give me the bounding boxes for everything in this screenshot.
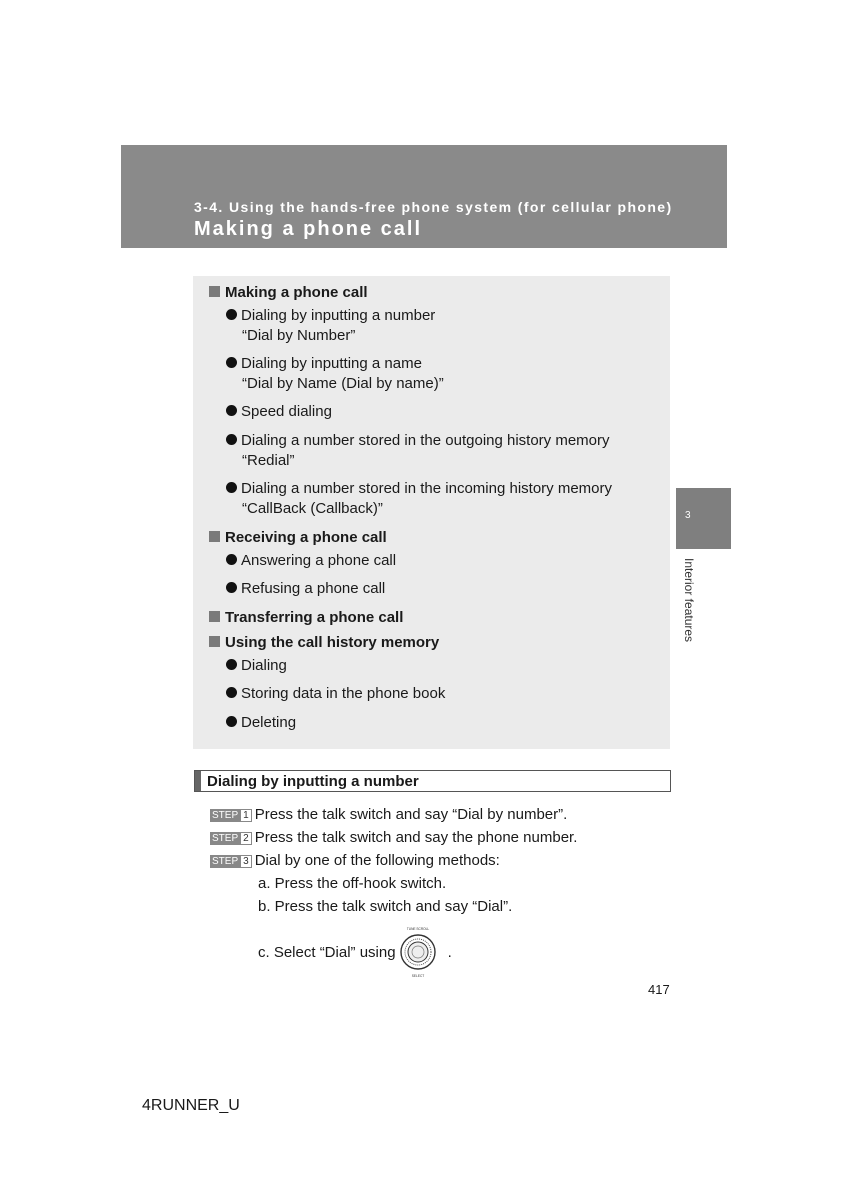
chapter-label: Interior features (682, 558, 696, 643)
svg-text:TUNE SCROLL: TUNE SCROLL (406, 927, 430, 931)
bullet-icon (226, 405, 237, 416)
chapter-number: 3 (685, 510, 691, 521)
method-b: b. Press the talk switch and say “Dial”. (258, 898, 513, 915)
list-item: Dialing a number stored in the outgoing history memory “Redial” (226, 431, 610, 471)
page-number: 417 (648, 982, 670, 997)
list-item: Dialing (226, 656, 287, 676)
footer-code: 4RUNNER_U (142, 1097, 240, 1114)
list-item: Answering a phone call (226, 551, 396, 571)
bullet-icon (226, 482, 237, 493)
bullet-icon (226, 659, 237, 670)
svg-text:SELECT: SELECT (411, 974, 425, 978)
list-item: Refusing a phone call (226, 579, 385, 599)
subsection-heading (194, 770, 671, 792)
summary-heading-transferring: Transferring a phone call (209, 608, 403, 628)
method-c: c. Select “Dial” using . (258, 944, 452, 961)
bullet-icon (226, 554, 237, 565)
bullet-icon (226, 357, 237, 368)
step-1: STEP 1 Press the talk switch and say “Dial by number”. (212, 806, 568, 823)
list-item: Dialing by inputting a number “Dial by Number” (226, 306, 435, 346)
square-bullet-icon (209, 531, 220, 542)
list-item: Dialing by inputting a name “Dial by Name (Dial by name)” (226, 354, 444, 394)
list-item: Speed dialing (226, 402, 332, 422)
list-item: Deleting (226, 713, 296, 733)
subsection-title: Dialing by inputting a number (207, 773, 419, 790)
step-2: STEP 2 Press the talk switch and say the phone number. (212, 829, 578, 846)
step-badge: STEP 1 (210, 809, 252, 822)
step-3: STEP 3 Dial by one of the following methods: (212, 852, 500, 869)
summary-box (193, 276, 670, 749)
list-item: Storing data in the phone book (226, 684, 445, 704)
bullet-icon (226, 716, 237, 727)
bullet-icon (226, 582, 237, 593)
step-badge: STEP 3 (210, 855, 252, 868)
list-item: Dialing a number stored in the incoming history memory “CallBack (Callback)” (226, 479, 612, 519)
square-bullet-icon (209, 636, 220, 647)
step-badge: STEP 2 (210, 832, 252, 845)
bullet-icon (226, 687, 237, 698)
summary-heading-receiving: Receiving a phone call (209, 528, 387, 548)
chapter-tab (676, 488, 731, 549)
tune-scroll-knob-icon (398, 926, 438, 978)
summary-heading-making: Making a phone call (209, 283, 368, 303)
summary-heading-history: Using the call history memory (209, 633, 439, 653)
square-bullet-icon (209, 611, 220, 622)
bullet-icon (226, 309, 237, 320)
page-header (121, 145, 727, 248)
method-a: a. Press the off-hook switch. (258, 875, 447, 892)
bullet-icon (226, 434, 237, 445)
page-title: Making a phone call (194, 218, 423, 240)
square-bullet-icon (209, 286, 220, 297)
section-heading: 3-4. Using the hands-free phone system (for cellular phone) (194, 199, 673, 215)
heading-accent (195, 771, 201, 791)
